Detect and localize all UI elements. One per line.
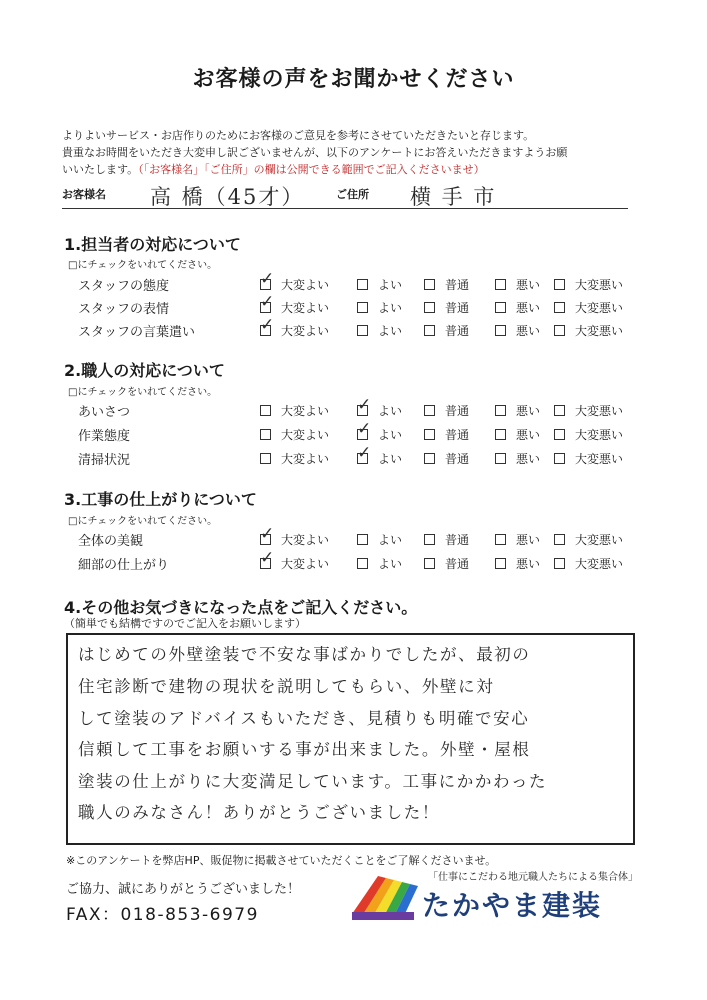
rating-option-label: よい — [378, 428, 403, 442]
customer-name-label: お客様名 — [62, 188, 106, 201]
rating-option-label: よい — [378, 404, 403, 418]
checkbox[interactable] — [357, 395, 372, 416]
rating-option-label: 大変よい — [281, 324, 330, 338]
checkbox[interactable] — [357, 558, 368, 569]
checkbox[interactable] — [495, 453, 506, 464]
brand-logo-icon — [348, 868, 424, 920]
rating-option[interactable] — [357, 419, 403, 443]
rating-option-label: 悪い — [516, 452, 541, 466]
checkbox[interactable] — [424, 429, 435, 440]
rating-option[interactable] — [495, 402, 540, 419]
section-2-subtitle: □にチェックをいれてください。 — [68, 387, 218, 398]
rating-option[interactable] — [554, 426, 623, 443]
checkbox[interactable] — [424, 534, 435, 545]
rating-option[interactable] — [424, 322, 469, 339]
rating-option-label: 悪い — [516, 557, 541, 571]
checkbox[interactable] — [357, 325, 368, 336]
rating-option-label: 悪い — [516, 533, 541, 547]
rating-option-label: 悪い — [516, 428, 541, 442]
rating-option-label: よい — [378, 278, 403, 292]
rating-option-label: 普通 — [445, 324, 470, 338]
intro-line-2: 貴重なお時間をいただき大変申し訳ございませんが、以下のアンケートにお答えいただきますようお願 — [62, 146, 568, 159]
rating-option[interactable] — [357, 276, 402, 293]
rating-option[interactable] — [260, 450, 329, 467]
checkbox[interactable] — [554, 279, 565, 290]
checkbox[interactable] — [554, 429, 565, 440]
question-label: 細部の仕上がり — [78, 558, 170, 573]
checkbox[interactable] — [495, 558, 506, 569]
rating-option-label: 大変悪い — [575, 533, 624, 547]
rating-option[interactable] — [357, 395, 403, 419]
rating-option[interactable] — [554, 322, 623, 339]
question-label: 清掃状況 — [78, 453, 131, 468]
customer-name-value: 高 橋（45才） — [150, 185, 305, 209]
rating-option-label: よい — [378, 533, 403, 547]
section-4-title: 4.その他お気づきになった点をご記入ください。 — [64, 598, 418, 617]
rating-option-label: 大変よい — [281, 533, 330, 547]
question-label: 作業態度 — [78, 429, 131, 444]
rating-option[interactable] — [424, 276, 469, 293]
rating-option[interactable] — [424, 426, 469, 443]
brand-name: たかやま建装 — [422, 889, 603, 922]
checkbox[interactable] — [495, 405, 506, 416]
rating-option[interactable] — [260, 315, 330, 339]
checkbox[interactable] — [495, 534, 506, 545]
comment-line-1: はじめての外壁塗装で不安な事ばかりでしたが、最初の — [78, 645, 531, 664]
question-label: スタッフの言葉遣い — [78, 325, 196, 340]
checkbox[interactable] — [424, 558, 435, 569]
rating-option-label: 普通 — [445, 301, 470, 315]
checkbox[interactable] — [424, 325, 435, 336]
rating-option-label: よい — [378, 324, 403, 338]
checkmark-icon: ✓ — [357, 395, 372, 415]
rating-option[interactable] — [260, 548, 330, 572]
checkbox[interactable] — [554, 558, 565, 569]
rating-option[interactable] — [554, 299, 623, 316]
section-1-title: 1.担当者の対応について — [64, 235, 241, 254]
checkbox[interactable] — [357, 443, 372, 464]
section-3-subtitle: □にチェックをいれてください。 — [68, 516, 218, 527]
rating-option-label: 大変悪い — [575, 324, 624, 338]
rating-option-label: 大変悪い — [575, 301, 624, 315]
checkmark-icon: ✓ — [357, 443, 372, 463]
checkbox[interactable] — [260, 269, 275, 290]
checkbox[interactable] — [357, 419, 372, 440]
rating-option[interactable] — [495, 450, 540, 467]
rating-option[interactable] — [495, 426, 540, 443]
section-2-title: 2.職人の対応について — [64, 361, 225, 380]
section-4-subtitle: （簡単でも結構ですのでご記入をお願いします） — [64, 617, 306, 630]
rating-option[interactable] — [357, 555, 402, 572]
checkbox[interactable] — [424, 279, 435, 290]
rating-option-label: 大変よい — [281, 452, 330, 466]
rating-option-label: 大変よい — [281, 404, 330, 418]
question-label: スタッフの表情 — [78, 302, 170, 317]
rating-option[interactable] — [554, 555, 623, 572]
checkbox[interactable] — [424, 302, 435, 313]
rating-option-label: 大変悪い — [575, 428, 624, 442]
rating-option-label: よい — [378, 301, 403, 315]
rating-option-label: よい — [378, 452, 403, 466]
checkbox[interactable] — [357, 534, 368, 545]
checkbox[interactable] — [357, 302, 368, 313]
rating-option-label: 大変悪い — [575, 278, 624, 292]
checkmark-icon: ✓ — [260, 524, 275, 544]
question-label: あいさつ — [78, 405, 131, 420]
checkbox[interactable] — [424, 405, 435, 416]
intro-line-3-text: いいたします。 — [62, 163, 139, 176]
comment-line-3: して塗装のアドバイスもいただき、見積りも明確で安心 — [78, 709, 530, 728]
rating-option[interactable] — [495, 276, 540, 293]
rating-option-label: 大変悪い — [575, 452, 624, 466]
rating-option[interactable] — [424, 299, 469, 316]
rating-option-label: よい — [378, 557, 403, 571]
checkbox[interactable] — [260, 292, 275, 313]
checkbox[interactable] — [554, 534, 565, 545]
rating-option[interactable] — [357, 531, 402, 548]
rating-option[interactable] — [554, 531, 623, 548]
rating-option[interactable] — [357, 322, 402, 339]
comment-line-6: 職人のみなさん！ありがとうございました！ — [78, 803, 440, 822]
rating-option[interactable] — [495, 555, 540, 572]
checkbox[interactable] — [260, 405, 271, 416]
rating-option[interactable] — [357, 443, 403, 467]
rating-option-label: 大変悪い — [575, 557, 624, 571]
rating-option[interactable] — [554, 276, 623, 293]
comment-line-4: 信頼して工事をお願いする事が出来ました。外壁・屋根 — [78, 740, 531, 759]
rating-option[interactable] — [260, 402, 329, 419]
question-label: スタッフの態度 — [78, 279, 170, 294]
rating-option[interactable] — [554, 450, 623, 467]
checkbox[interactable] — [260, 524, 275, 545]
page-title: お客様の声をお聞かせください — [192, 67, 515, 92]
rating-option-label: 普通 — [445, 452, 470, 466]
checkmark-icon: ✓ — [260, 548, 275, 568]
rating-option-label: 普通 — [445, 533, 470, 547]
checkbox[interactable] — [554, 405, 565, 416]
rating-option-label: 大変よい — [281, 278, 330, 292]
brand-tagline: 「仕事にこだわる地元職人たちによる集合体」 — [428, 872, 638, 883]
rating-option-label: 普通 — [445, 428, 470, 442]
checkbox[interactable] — [260, 453, 271, 464]
rating-option[interactable] — [424, 402, 469, 419]
rating-option-label: 悪い — [516, 324, 541, 338]
rating-option[interactable] — [495, 299, 540, 316]
rating-option[interactable] — [260, 292, 330, 316]
rating-option[interactable] — [424, 450, 469, 467]
intro-line-1: よりよいサービス・お店作りのためにお客様のご意見を参考にさせていただきたいと存じます。 — [62, 129, 535, 142]
customer-underline — [62, 208, 628, 209]
checkbox[interactable] — [554, 453, 565, 464]
checkbox[interactable] — [554, 325, 565, 336]
checkbox[interactable] — [260, 429, 271, 440]
checkmark-icon: ✓ — [260, 315, 275, 335]
checkbox[interactable] — [495, 325, 506, 336]
rating-option-label: 大変よい — [281, 557, 330, 571]
rating-option-label: 大変悪い — [575, 404, 624, 418]
rating-option[interactable] — [260, 524, 330, 548]
checkbox[interactable] — [424, 453, 435, 464]
question-label: 全体の美観 — [78, 534, 144, 549]
footer-fax: FAX：018-853-6979 — [66, 905, 259, 925]
checkbox[interactable] — [260, 548, 275, 569]
rating-option-label: 普通 — [445, 557, 470, 571]
section-3-title: 3.工事の仕上がりについて — [64, 490, 257, 509]
customer-address-value: 横 手 市 — [410, 185, 497, 209]
rating-option-label: 普通 — [445, 278, 470, 292]
rating-option-label: 悪い — [516, 278, 541, 292]
rating-option-label: 悪い — [516, 404, 541, 418]
section-1-subtitle: □にチェックをいれてください。 — [68, 260, 218, 271]
footer-note: ※このアンケートを弊店HP、販促物に掲載させていただくことをご了解くださいませ。 — [66, 854, 497, 867]
checkbox[interactable] — [554, 302, 565, 313]
checkbox[interactable] — [495, 279, 506, 290]
rating-option[interactable] — [424, 555, 469, 572]
comment-line-5: 塗装の仕上がりに大変満足しています。工事にかかわった — [78, 772, 548, 791]
comment-box[interactable] — [66, 633, 635, 845]
checkbox[interactable] — [357, 279, 368, 290]
checkbox[interactable] — [495, 302, 506, 313]
rating-option-label: 普通 — [445, 404, 470, 418]
comment-line-2: 住宅診断で建物の現状を説明してもらい、外壁に対 — [78, 677, 495, 696]
checkbox[interactable] — [495, 429, 506, 440]
rating-option[interactable] — [357, 299, 402, 316]
footer-thanks: ご協力、誠にありがとうございました！ — [66, 882, 301, 897]
checkmark-icon: ✓ — [357, 419, 372, 439]
rating-option[interactable] — [554, 402, 623, 419]
checkmark-icon: ✓ — [260, 292, 275, 312]
intro-red-note: （「お客様名」「ご住所」の欄は公開できる範囲でご記入くださいませ） — [138, 163, 485, 176]
rating-option[interactable] — [495, 322, 540, 339]
rating-option[interactable] — [260, 426, 329, 443]
rating-option-label: 大変よい — [281, 428, 330, 442]
customer-address-label: ご住所 — [336, 188, 369, 201]
rating-option[interactable] — [424, 531, 469, 548]
intro-line-3 — [62, 161, 485, 178]
rating-option-label: 悪い — [516, 301, 541, 315]
rating-option[interactable] — [260, 269, 330, 293]
checkmark-icon: ✓ — [260, 269, 275, 289]
checkbox[interactable] — [260, 315, 275, 336]
rating-option[interactable] — [495, 531, 540, 548]
rating-option-label: 大変よい — [281, 301, 330, 315]
